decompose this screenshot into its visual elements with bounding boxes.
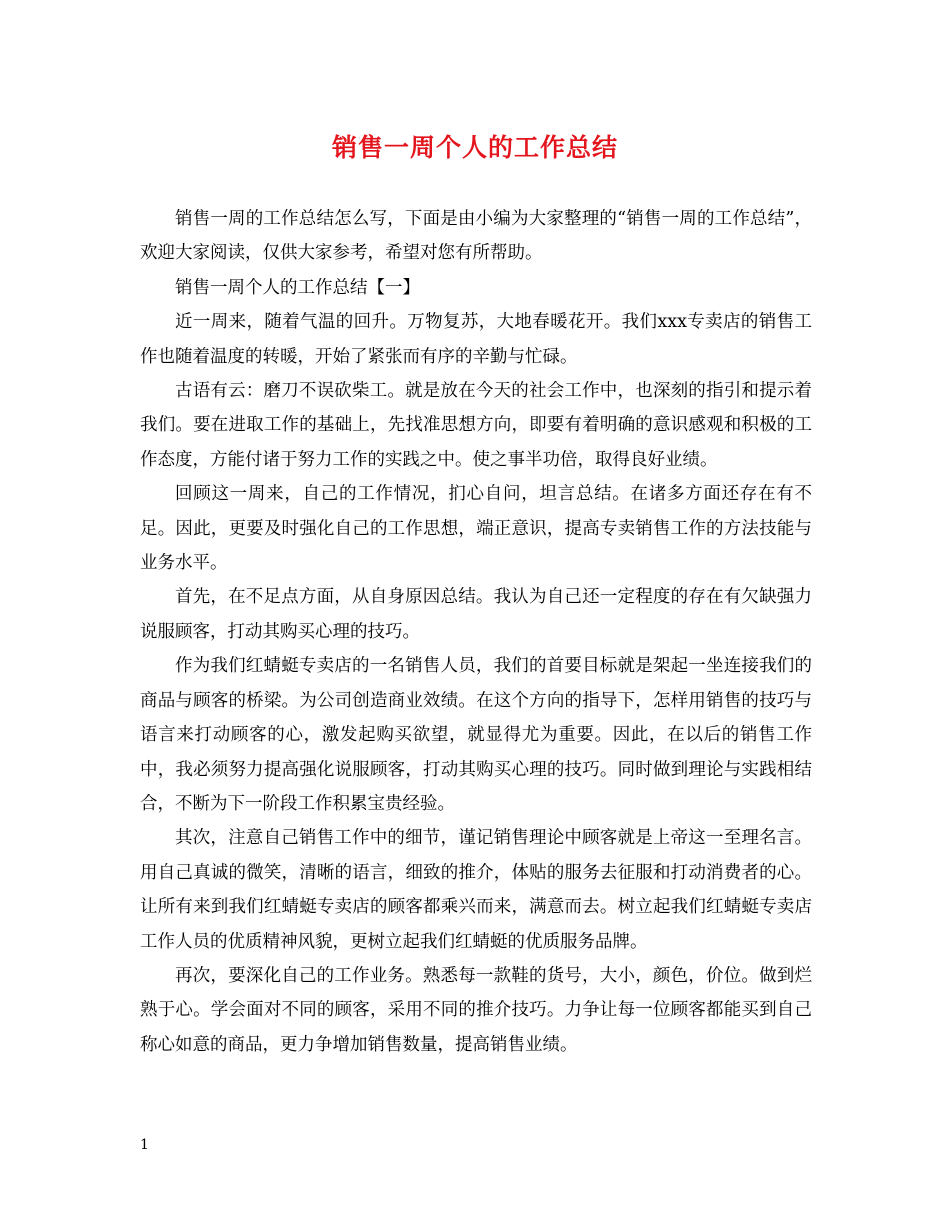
document-title: 销售一周个人的工作总结 [331, 133, 618, 162]
section-heading: 销售一周个人的工作总结【一】 [175, 277, 420, 298]
body-paragraph: 再次，要深化自己的工作业务。熟悉每一款鞋的货号，大小，颜色，价位。做到烂熟于心。学会面对不同的顾客，采用不同的推介技巧。力争让每一位顾客都能买到自己称心如意的商品，更力争增加销售数量，提高销售业绩。 [140, 965, 812, 1055]
body-paragraph: 作为我们红蜻蜓专卖店的一名销售人员，我们的首要目标就是架起一坐连接我们的商品与顾客的桥梁。为公司创造商业效绩。在这个方向的指导下，怎样用销售的技巧与语言来打动顾客的心，激发起购买欲望，就显得尤为重要。因此，在以后的销售工作中，我必须努力提高强化说服顾客，打动其购买心理的技巧。同时做到理论与实践相结合，不断为下一阶段工作积累宝贵经验。 [140, 656, 812, 814]
body-paragraph: 古语有云：磨刀不误砍柴工。就是放在今天的社会工作中，也深刻的指引和提示着我们。要在进取工作的基础上，先找准思想方向，即要有着明确的意识感观和积极的工作态度，方能付诸于努力工作的实践之中。使之事半功倍，取得良好业绩。 [140, 381, 812, 470]
page-number: 1 [140, 1137, 149, 1153]
body-paragraph: 近一周来，随着气温的回升。万物复苏，大地春暖花开。我们xxx专卖店的销售工作也随着温度的转暖，开始了紧张而有序的辛勤与忙碌。 [140, 312, 812, 367]
intro-paragraph: 销售一周的工作总结怎么写，下面是由小编为大家整理的“销售一周的工作总结”，欢迎大家阅读，仅供大家参考，希望对您有所帮助。 [140, 209, 812, 264]
body-paragraph: 其次，注意自己销售工作中的细节，谨记销售理论中顾客就是上帝这一至理名言。用自己真诚的微笑，清晰的语言，细致的推介，体贴的服务去征服和打动消费者的心。让所有来到我们红蜻蜓专卖店的顾客都乘兴而来，满意而去。树立起我们红蜻蜓专卖店工作人员的优质精神风貌，更树立起我们红蜻蜓的优质服务品牌。 [140, 828, 812, 952]
body-paragraph: 回顾这一周来，自己的工作情况，扪心自问，坦言总结。在诸多方面还存在有不足。因此，更要及时强化自己的工作思想，端正意识，提高专卖销售工作的方法技能与业务水平。 [140, 484, 812, 574]
body-paragraph: 首先，在不足点方面，从自身原因总结。我认为自己还一定程度的存在有欠缺强力说服顾客，打动其购买心理的技巧。 [140, 587, 812, 642]
document-body [140, 202, 812, 1062]
